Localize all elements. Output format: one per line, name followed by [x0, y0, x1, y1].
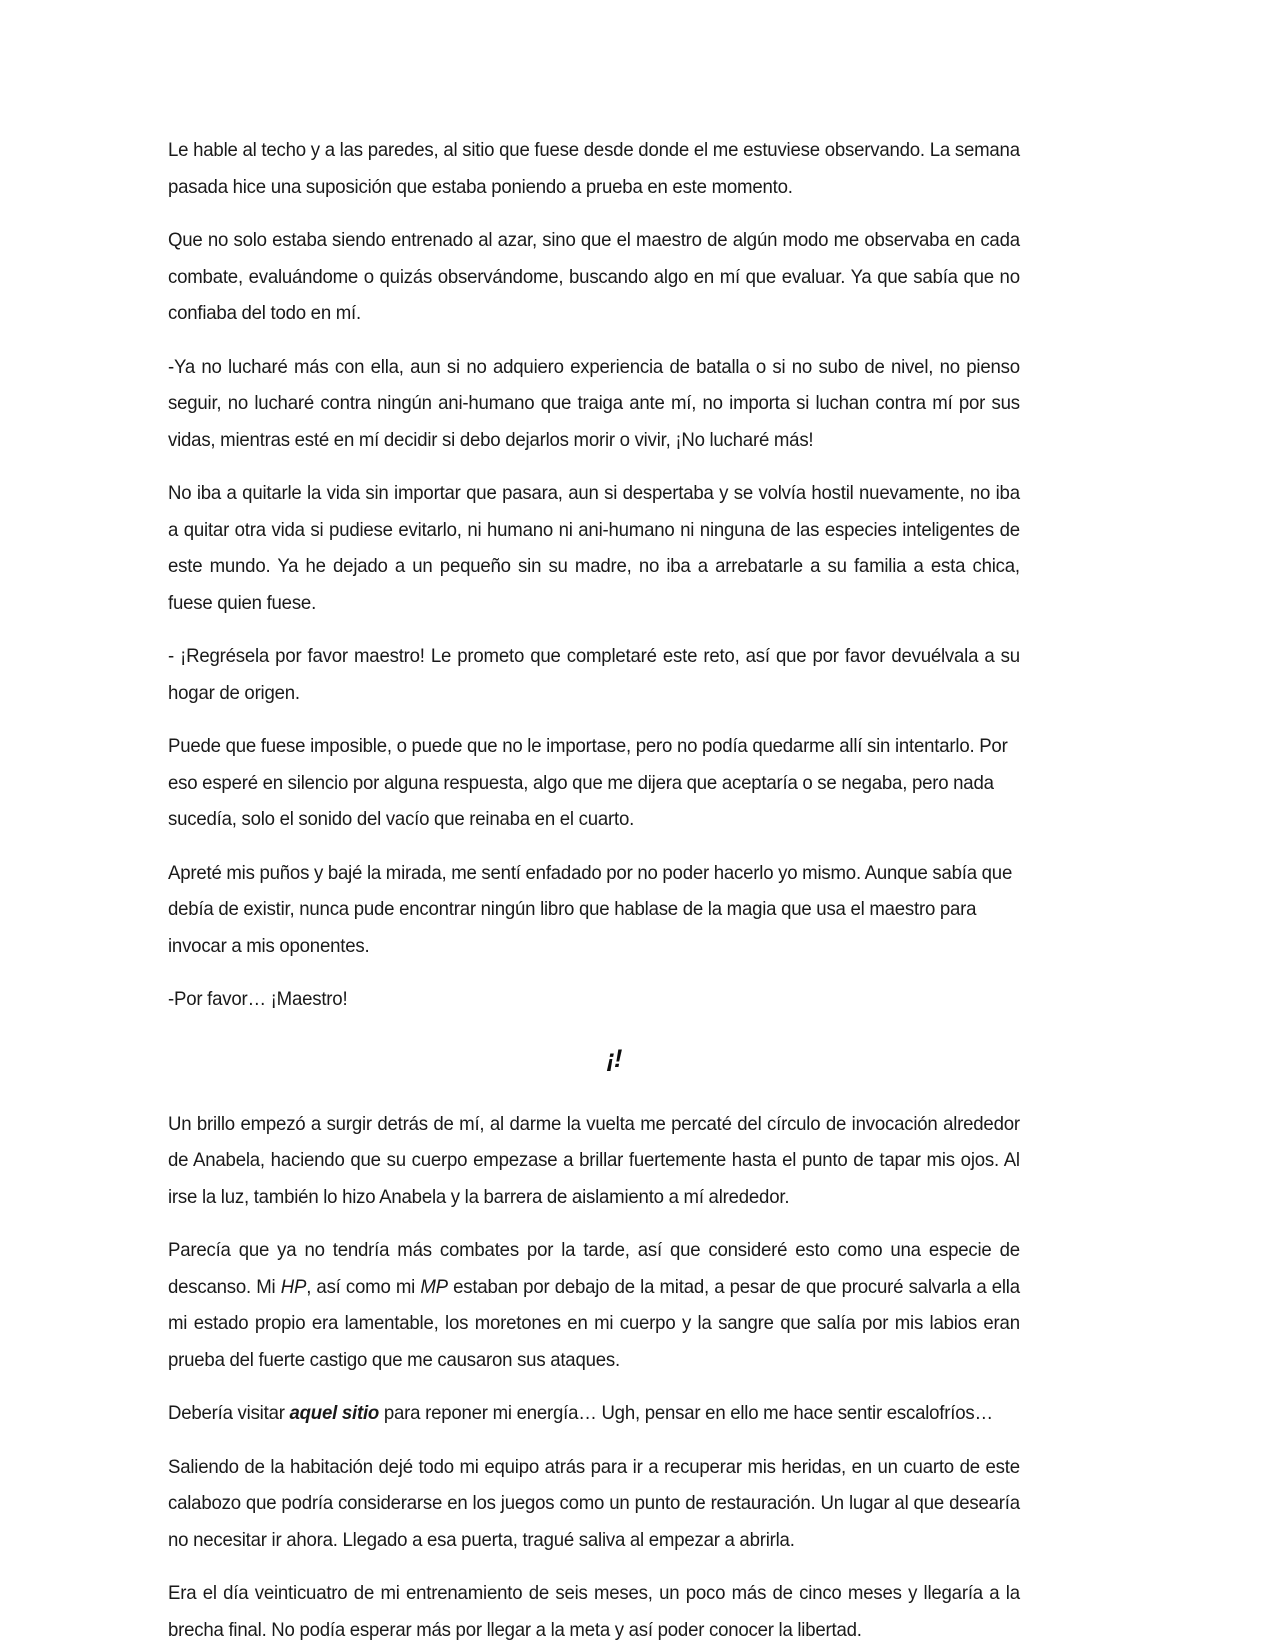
paragraph-9: Un brillo empezó a surgir detrás de mí, al darme la vuelta me percaté del círculo de invocación alrededor de Anabela, haciendo que su cuerpo empezase a brillar fuertemente hasta el punto de tapar mis ojos. Al irse la luz, también lo hizo Anabela y la barrera de aislamiento a mí alrededor. [168, 1112, 1020, 1208]
paragraph-6: Puede que fuese imposible, o puede que no le importase, pero no podía quedarme allí sin intentarlo. Por eso esperé en silencio por alguna respuesta, algo que me dijera que aceptaría o se negaba, pero nada sucedía, solo el sonido del vacío que reinaba en el cuarto. [168, 735, 1008, 830]
paragraph-11-segment-1: Debería visitar [168, 1402, 290, 1424]
paragraph-10-segment-2: , así como mi [306, 1275, 421, 1298]
paragraph-2: Que no solo estaba siendo entrenado al azar, sino que el maestro de algún modo me observaba en cada combate, evaluándome o quizás observándome, buscando algo en mí que evaluar. Ya que sabía que no confiaba del todo en mí. [168, 229, 1020, 324]
paragraph-3-dialogue: -Ya no lucharé más con ella, aun si no adquiero experiencia de batalla o si no subo de nivel, no pienso seguir, no lucharé contra ningún ani-humano que traiga ante mí, no importa si luchan contra mí por sus vidas, mientras esté en mí decidir si debo dejarlos morir o vivir, ¡No lucharé más! [168, 355, 1020, 451]
paragraph-10-stats [168, 1232, 1020, 1378]
paragraph-1: Le hable al techo y a las paredes, al sitio que fuese desde donde el me estuviese observando. La semana pasada hice una suposición que estaba poniendo a prueba en este momento. [168, 139, 1020, 198]
section-divider-symbol: ¡! [606, 1044, 622, 1073]
stat-mp-emphasis: MP [420, 1275, 448, 1298]
paragraph-8-dialogue: -Por favor… ¡Maestro! [168, 988, 348, 1010]
paragraph-11-segment-2: para reponer mi energía… Ugh, pensar en ello me hace sentir escalofríos… [379, 1402, 993, 1424]
paragraph-10-segment-3: estaban por debajo de la mitad, a pesar de que procuré salvarla a ella mi estado propio era lamentable, los moretones en mi cuerpo y la sangre que salía por mis labios eran prueba del fuerte castigo que me causaron sus ataques. [168, 1275, 1020, 1371]
paragraph-7: Apreté mis puños y bajé la mirada, me sentí enfadado por no poder hacerlo yo mismo. Aunque sabía que debía de existir, nunca pude encontrar ningún libro que hablase de la magia que usa el maestro para invocar a mis oponentes. [168, 861, 1013, 957]
paragraph-5-dialogue: - ¡Regrésela por favor maestro! Le prometo que completaré este reto, así que por favor devuélvala a su hogar de origen. [168, 645, 1020, 704]
paragraph-13: Era el día veinticuatro de mi entrenamiento de seis meses, un poco más de cinco meses y llegaría a la brecha final. No podía esperar más por llegar a la meta y así poder conocer la libertad. [168, 1582, 1020, 1641]
aquel-sitio-emphasis: aquel sitio [289, 1402, 380, 1424]
paragraph-4: No iba a quitarle la vida sin importar que pasara, aun si despertaba y se volvía hostil nuevamente, no iba a quitar otra vida si pudiese evitarlo, ni humano ni ani-humano ni ninguna de las especies inteligentes de este mundo. Ya he dejado a un pequeño sin su madre, no iba a arrebatarle a su familia a esta chica, fuese quien fuese. [168, 482, 1020, 614]
document-body [168, 132, 1060, 1650]
stat-hp-emphasis: HP [280, 1275, 307, 1298]
paragraph-12: Saliendo de la habitación dejé todo mi equipo atrás para ir a recuperar mis heridas, en un cuarto de este calabozo que podría considerarse en los juegos como un punto de restauración. Un lugar al que desearía no necesitar ir ahora. Llegado a esa puerta, tragué saliva al empezar a abrirla. [168, 1455, 1020, 1551]
paragraph-10-segment-1: Parecía que ya no tendría más combates por la tarde, así que consideré esto como una especie de descanso. Mi [168, 1239, 1020, 1298]
paragraph-11-aquel-sitio [168, 1395, 1020, 1432]
